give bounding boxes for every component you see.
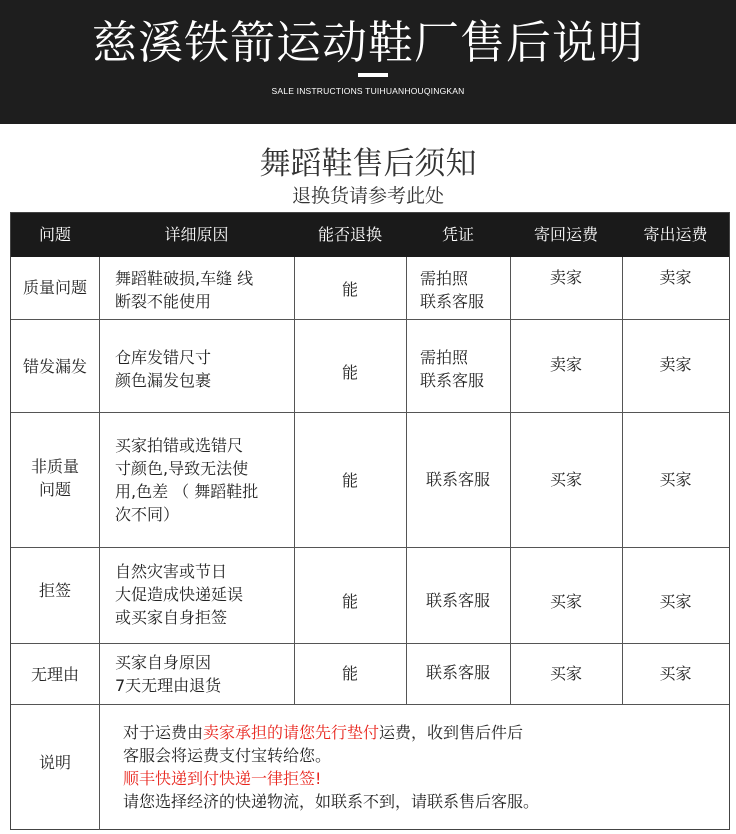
note-line-3-warning: 顺丰快递到付快递一律拒签! bbox=[123, 769, 322, 788]
cell-return-fee: 买家 bbox=[549, 470, 582, 489]
cell-problem: 质量问题 bbox=[22, 278, 87, 297]
table-header bbox=[11, 213, 729, 257]
banner-title: 慈溪铁箭运动鞋厂售后说明 bbox=[91, 16, 644, 69]
cell-problem: 拒签 bbox=[38, 581, 71, 600]
row-divider bbox=[11, 704, 729, 705]
cell-returnable: 能 bbox=[341, 592, 358, 611]
after-sales-table bbox=[10, 212, 730, 830]
cell-return-fee: 买家 bbox=[549, 592, 582, 611]
cell-send-fee: 卖家 bbox=[659, 355, 692, 374]
cell-proof: 联系客服 bbox=[425, 663, 490, 682]
header-returnable: 能否退换 bbox=[317, 225, 382, 244]
page-subheading: 退换货请参考此处 bbox=[291, 185, 444, 207]
cell-proof: 联系客服 bbox=[425, 591, 490, 610]
note-line-2: 客服会将运费支付宝转给您。 bbox=[123, 746, 332, 765]
cell-send-fee: 买家 bbox=[659, 664, 692, 683]
note-label: 说明 bbox=[38, 753, 71, 772]
banner-divider bbox=[358, 73, 388, 77]
cell-reason: 仓库发错尺寸 颜色漏发包裹 bbox=[115, 348, 212, 390]
cell-problem: 错发漏发 bbox=[22, 357, 87, 376]
cell-send-fee: 买家 bbox=[659, 592, 692, 611]
header-send-fee: 寄出运费 bbox=[643, 225, 708, 244]
cell-reason: 买家拍错或选错尺 寸颜色,导致无法使 用,色差 （ 舞蹈鞋批 次不同） bbox=[115, 436, 259, 524]
cell-return-fee: 卖家 bbox=[549, 268, 582, 287]
cell-returnable: 能 bbox=[341, 471, 358, 490]
title-banner bbox=[0, 0, 736, 124]
cell-returnable: 能 bbox=[341, 363, 358, 382]
header-problem: 问题 bbox=[38, 225, 71, 244]
column-divider bbox=[99, 257, 100, 830]
cell-return-fee: 买家 bbox=[549, 664, 582, 683]
note-line-4: 请您选择经济的快递物流，如联系不到，请联系售后客服。 bbox=[123, 792, 540, 811]
cell-problem: 非质量 问题 bbox=[30, 457, 79, 499]
cell-proof: 需拍照 联系客服 bbox=[420, 348, 485, 390]
cell-problem: 无理由 bbox=[30, 665, 79, 684]
cell-reason: 自然灾害或节日 大促造成快递延误 或买家自身拒签 bbox=[115, 562, 244, 627]
cell-reason: 舞蹈鞋破损,车缝 线 断裂不能使用 bbox=[115, 269, 254, 311]
cell-send-fee: 卖家 bbox=[659, 268, 692, 287]
cell-proof: 需拍照 联系客服 bbox=[420, 269, 485, 311]
cell-return-fee: 卖家 bbox=[549, 355, 582, 374]
banner-subtitle: SALE INSTRUCTIONS TUIHUANHOUQINGKAN bbox=[271, 86, 465, 96]
cell-send-fee: 买家 bbox=[659, 470, 692, 489]
note-line-1: 对于运费由卖家承担的请您先行垫付运费，收到售后件后 bbox=[123, 723, 524, 742]
cell-returnable: 能 bbox=[341, 280, 358, 299]
cell-proof: 联系客服 bbox=[425, 470, 490, 489]
header-proof: 凭证 bbox=[441, 225, 474, 244]
header-return-fee: 寄回运费 bbox=[533, 225, 598, 244]
cell-returnable: 能 bbox=[341, 664, 358, 683]
note-text bbox=[123, 721, 723, 813]
header-reason: 详细原因 bbox=[164, 225, 229, 244]
page-heading: 舞蹈鞋售后须知 bbox=[259, 146, 477, 182]
cell-reason: 买家自身原因 7天无理由退货 bbox=[115, 653, 222, 695]
